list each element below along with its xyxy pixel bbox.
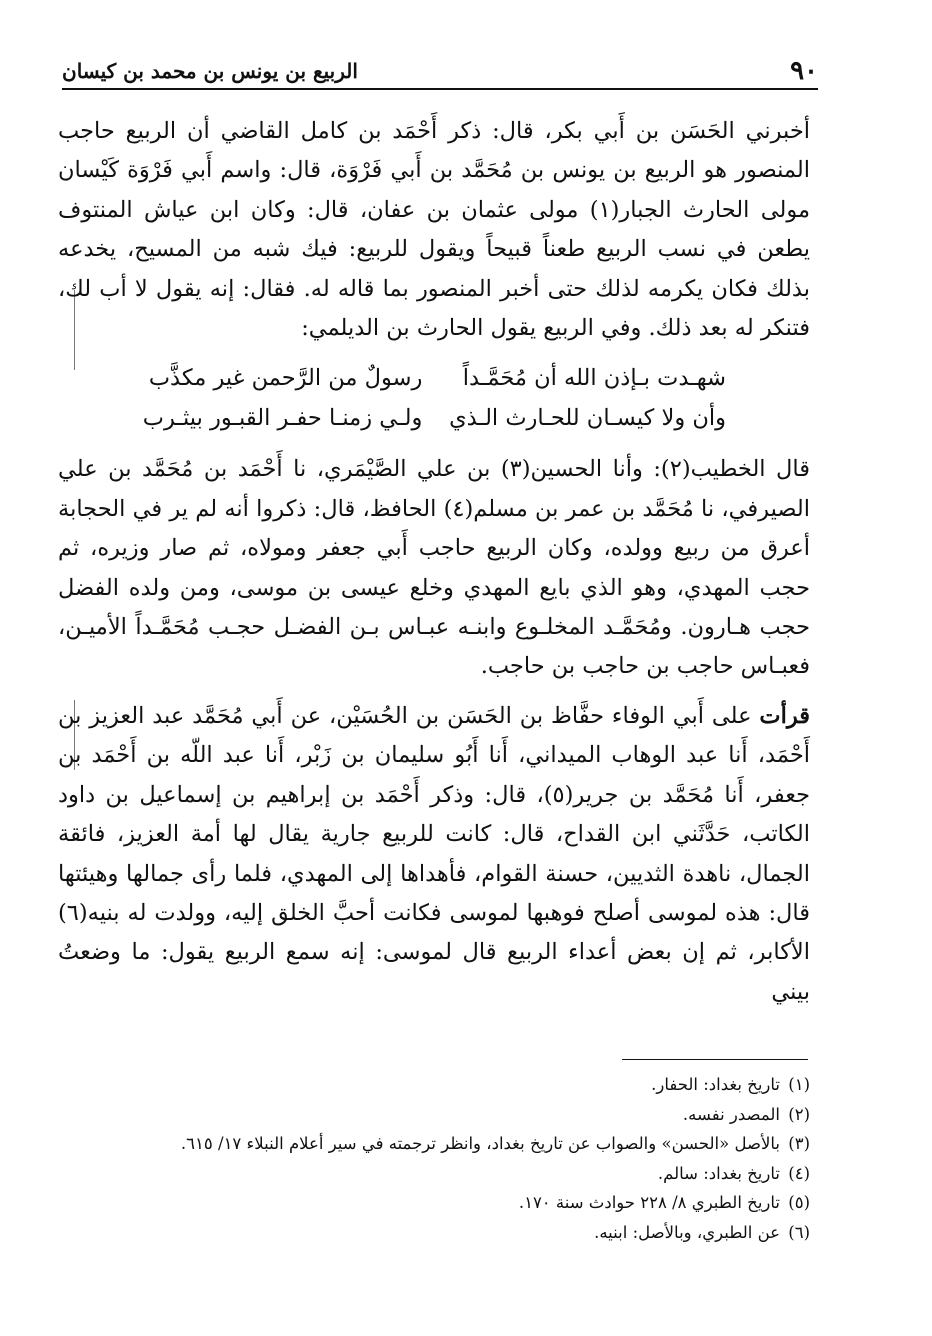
running-title: الربيع بن يونس بن محمد بن كيسان: [62, 59, 358, 83]
footnote-number: (٦): [788, 1222, 810, 1242]
footnotes: [110, 1070, 810, 1248]
paragraph-1: أخبرني الحَسَن بن أَبي بكر، قال: ذكر أَحْمَد بن كامل القاضي أن الربيع حاجب المنصور هو الربيع بن يونس بن مُحَمَّد بن أَبي فَرْوَة، قال: واسم أَبي فَرْوَة كَيْسان مولى الحارث الجبار(١) مولى عثمان بن عفان، قال: وكان ابن عياش المنتوف يطعن في نسب الربيع طعناً قبيحاً ويقول للربيع: فيك شبه من المسيح، يخدعه بذلك فكان يكرمه لذلك حتى أخبر المنصور بما قاله له. فقال: إنه يقول لا أب لك، فتنكر له بعد ذلك. وفي الربيع يقول الحارث بن الديلمي:: [58, 118, 811, 342]
footnote-3: [110, 1129, 810, 1159]
footnote-6: [110, 1218, 810, 1248]
main-text: [58, 112, 810, 1012]
footnote-number: (٣): [788, 1134, 810, 1154]
poem-verse-1: [142, 358, 726, 398]
footnote-text: تاريخ بغداد: سالم.: [657, 1163, 780, 1183]
footnote-4: [110, 1159, 810, 1189]
footnote-text: بالأصل «الحسن» والصواب عن تاريخ بغداد، وانظر ترجمته في سير أعلام النبلاء ١٧/ ٦١٥.: [180, 1134, 780, 1154]
footnote-1: [110, 1070, 810, 1100]
running-header: [62, 50, 818, 90]
poem: [142, 358, 726, 438]
hemistich-second: رسولٌ من الرَّحمن غير مكذَّب: [148, 365, 423, 392]
poem-verse-2: [142, 398, 726, 438]
hemistich-first: وأن ولا كيسـان للحـارث الـذي: [449, 405, 726, 432]
footnote-number: (٢): [788, 1104, 810, 1124]
paragraph-3-lead: قرأت: [759, 702, 810, 729]
footnote-text: تاريخ بغداد: الحفار.: [651, 1075, 780, 1094]
footnote-5: [110, 1188, 810, 1218]
page-number: ٩٠: [790, 56, 818, 86]
footnote-text: تاريخ الطبري ٨/ ٢٢٨ حوادث سنة ١٧٠.: [518, 1193, 780, 1213]
footnote-number: (١): [788, 1075, 810, 1094]
paragraph-3: [58, 697, 810, 1012]
hemistich-first: شهـدت بـإذن الله أن مُحَمَّـداً: [462, 365, 726, 392]
footnote-text: عن الطبري، وبالأصل: ابنيه.: [594, 1222, 780, 1242]
footnote-text: المصدر نفسه.: [682, 1104, 780, 1124]
paragraph-3-text: على أَبي الوفاء حفَّاظ بن الحَسَن بن الحُسَيْن، عن أَبي مُحَمَّد عبد العزيز بن أَحْمَد، أَنا عبد الوهاب الميداني، أَنا أَبُو سليمان بن زَبْر، أَنا عبد اللّه بن أَحْمَد بن جعفر، أَنا مُحَمَّد بن جرير(٥)، قال: وذكر أَحْمَد بن إبراهيم بن إسماعيل بن داود الكاتب، حَدَّثَني ابن القداح، قال: كانت للربيع جارية يقال لها أمة العزيز، فائقة الجمال، ناهدة الثديين، حسنة القوام، فأهداها إلى المهدي، فلما رأى جمالها وهيئتها قال: هذه لموسى أصلح فوهبها لموسى فكانت أحبَّ الخلق إليه، وولدت له بنيه(٦) الأكابر، ثم إن بعض أعداء الربيع قال لموسى: إنه سمع الربيع يقول: ما وضعتُ بيني: [58, 702, 810, 1005]
hemistich-second: ولـي زمنـا حفـر القبـور بيثـرب: [142, 405, 423, 432]
footnote-number: (٤): [788, 1163, 810, 1183]
header-rule: [62, 88, 818, 90]
footnote-number: (٥): [788, 1193, 810, 1213]
footnote-2: [110, 1100, 810, 1130]
footnote-rule: [622, 1059, 808, 1060]
paragraph-2: قال الخطيب(٢): وأنا الحسين(٣) بن علي الصَّيْمَري، نا أَحْمَد بن مُحَمَّد بن علي الصيرفي، نا مُحَمَّد بن عمر بن مسلم(٤) الحافظ، قال: ذكروا أنه لم ير في الحجابة أعرق من ربيع وولده، وكان الربيع حاجب أَبي جعفر ومولاه، ثم صار وزيره، ثم حجب المهدي، وهو الذي بايع المهدي وخلع عيسى بن موسى، ومن ولده الفضل حجب هـارون. ومُحَمَّـد المخلـوع وابنـه عبـاس بـن الفضـل حجـب مُحَمَّـداً الأميـن، فعبـاس حاجب بن حاجب بن حاجب.: [58, 456, 810, 680]
